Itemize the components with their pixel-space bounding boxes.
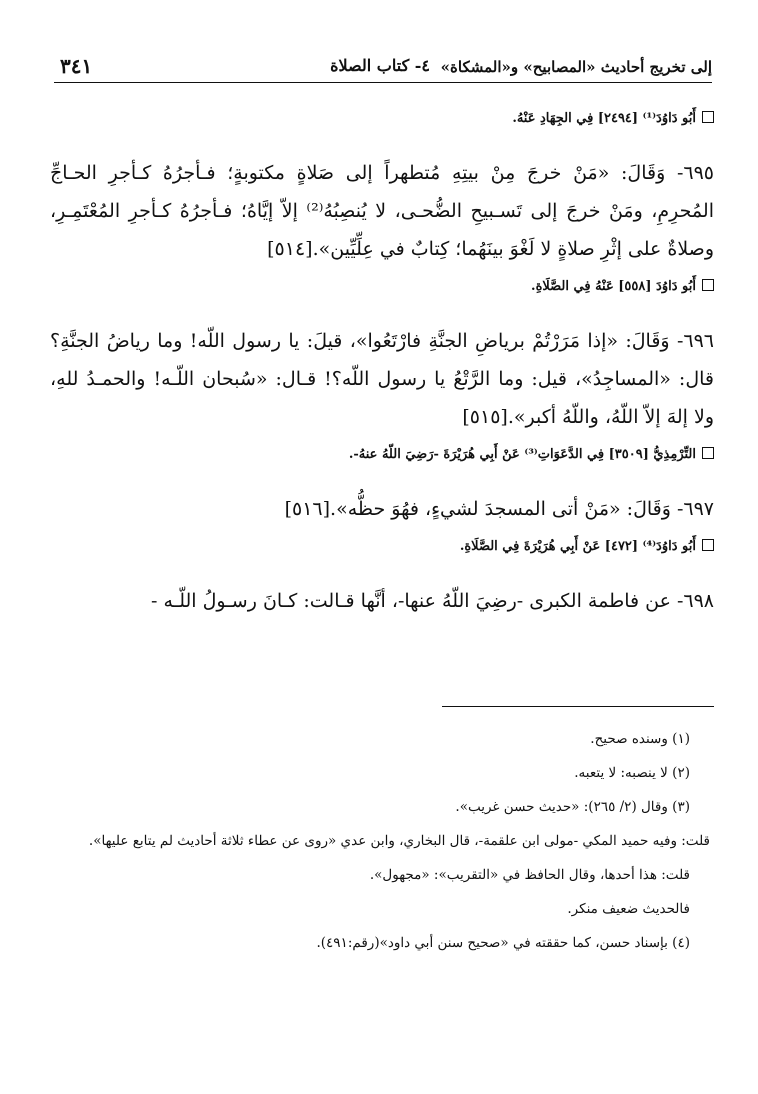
page-header	[54, 52, 712, 83]
footnote: قلت: هذا أحدها، وقال الحافظ في «التقريب»: «مجهول».	[369, 867, 690, 883]
source-line	[50, 442, 714, 468]
footnote: قلت: وفيه حميد المكي -مولى ابن علقمة-، قال البخاري، وابن عدي «روى عن عطاء ثلاثة أحاديث لم يتابع عليها».	[88, 833, 710, 849]
square-bullet-icon	[702, 111, 714, 123]
page-number: ٣٤١	[60, 54, 93, 78]
source-text: التِّرْمِذِيُّ [٣٥٠٩] فِي الدَّعَوَاتِ⁽³⁾ عَنْ أَبِي هُرَيْرَةَ -رَضِيَ اللّهُ عنهُ-.	[348, 447, 696, 462]
footnote-divider	[442, 706, 714, 707]
source-line	[50, 534, 714, 560]
main-text	[50, 100, 714, 620]
hadith-698: ٦٩٨- عن فاطمة الكبرى -رضِيَ اللّهُ عنها-، أنَّها قـالت: كـانَ رسـولُ اللّـه -	[151, 590, 714, 612]
footnote: (١) وسنده صحيح.	[590, 731, 690, 747]
source-text: أَبُو دَاوُدَ⁽¹⁾ [٢٤٩٤] فِي الجِهَادِ عَنْهُ.	[512, 111, 696, 126]
hadith-697: ٦٩٧- وَقَالَ: «مَنْ أتى المسجدَ لشيءٍ، فهُوَ حظُّه».[٥١٦]	[284, 498, 714, 520]
source-text: أَبُو دَاوُدَ [٥٥٨] عَنْهُ فِي الصَّلَاةِ.	[531, 279, 696, 294]
running-book-title: إلى تخريج أحاديث «المصابيح» و«المشكاة»	[440, 58, 712, 76]
footnote: (٢) لا ينصبه: لا يتعبه.	[574, 765, 690, 781]
footnotes	[50, 728, 710, 966]
hadith-695: ٦٩٥- وَقَالَ: «مَنْ خرجَ مِنْ بيتِهِ مُتطهراً إلى صَلاةٍ مكتوبةٍ؛ فـأجرُهُ كـأجرِ الحـاجِّ المُحرِمِ، ومَنْ خرجَ إلى تَسـبيحِ الضُّحـى، لا يُنصِبُهُ⁽²⁾ إلاّ إيَّاهُ؛ فـأجرُهُ كـأجرِ المُعْتَمِـرِ، وصلاةٌ على إثْرِ صلاةٍ لا لَغْوَ بينَهُما؛ كِتابٌ في عِلِّيِّين».[٥١٤]	[50, 162, 714, 260]
square-bullet-icon	[702, 279, 714, 291]
hadith-696: ٦٩٦- وَقَالَ: «إذا مَرَرْتُمْ برياضِ الجنَّةِ فارْتَعُوا»، قيلَ: يا رسول اللّه! وما رياضُ الجنَّةِ؟ قال: «المساجِدُ»، قيل: وما الرَّتْعُ يا رسول اللّه؟! قـال: «سُبحان اللّـه! والحمـدُ للهِ، ولا إلهَ إلاّ اللّهُ، واللّهُ أكبر».[٥١٥]	[50, 330, 714, 428]
footnote: (٤) بإسناد حسن، كما حققته في «صحيح سنن أبي داود»(رقم:٤٩١).	[316, 935, 690, 951]
source-line	[50, 274, 714, 300]
footnote: فالحديث ضعيف منكر.	[567, 901, 690, 917]
footnote: (٣) وقال (٢/ ٢٦٥): «حديث حسن غريب».	[455, 799, 690, 815]
square-bullet-icon	[702, 447, 714, 459]
source-text: أَبُو دَاوُدَ⁽⁴⁾ [٤٧٢] عَنْ أَبِي هُرَيْرَةَ فِي الصَّلَاةِ.	[459, 539, 696, 554]
running-chapter-title: ٤- كتاب الصلاة	[330, 56, 430, 75]
source-line	[50, 106, 714, 132]
square-bullet-icon	[702, 539, 714, 551]
